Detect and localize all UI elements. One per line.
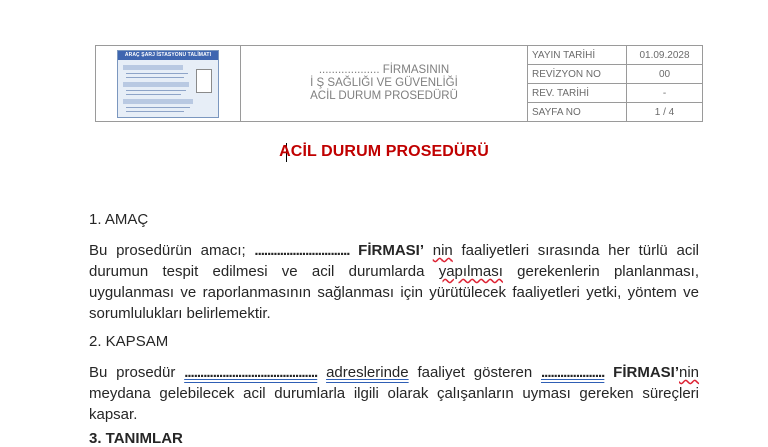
extinguisher-icon [196,69,212,93]
spellcheck-word: yapılması [438,263,503,280]
document-title[interactable]: ACİL DURUM PROSEDÜRÜ [279,143,489,160]
section-heading-definitions[interactable]: 3. TANIMLAR [89,430,183,447]
text-run: Bu prosedürün amacı; [89,242,255,259]
logo-cell [96,46,241,122]
section-heading-purpose[interactable]: 1. AMAÇ [89,211,149,228]
header-title-line1: ................... FİRMASININ [318,64,450,76]
meta-value-page-no: 1 / 4 [627,103,703,122]
text-run: meydana gelebilecek acil durumlarla ilgili olarak çalışanların uyması gereken süreçleri kapsar. [89,385,699,423]
meta-label-revision-date: REV. TARİHİ [528,84,627,103]
spellcheck-word: nin [679,364,700,381]
paragraph-purpose[interactable] [89,240,699,324]
paragraph-scope[interactable] [89,362,699,425]
meta-value-publish-date: 01.09.2028 [627,46,703,65]
text-run: faaliyet gösteren [408,364,541,381]
meta-value-revision-date: - [627,84,703,103]
header-table [95,45,703,122]
blank-dots: .................... [540,364,605,381]
meta-label-revision-no: REVİZYON NO [528,65,627,84]
firm-name: FİRMASI’ [349,242,425,259]
header-title-line3: ACİL DURUM PROSEDÜRÜ [310,90,458,102]
meta-label-publish-date: YAYIN TARİHİ [528,46,627,65]
header-title-cell [241,46,528,122]
header-title-line2: İ Ş SAĞLIĞI VE GÜVENLİĞİ [310,77,458,89]
firm-name: FİRMASI’ [604,364,679,381]
blank-dots: .......................................... [184,364,318,381]
meta-value-revision-no: 00 [627,65,703,84]
blank-dots: .............................. [254,242,350,259]
spellcheck-word: nin [432,242,453,259]
meta-label-page-no: SAYFA NO [528,103,627,122]
logo-caption: ARAÇ ŞARJ İSTASYONU TALİMATI [118,51,218,60]
document-thumbnail-logo [117,50,219,118]
text-run: gerekenlerin planlanması, uygulanması ve raporlanmasının sağlanması için yürütülecek faaliyetleri yetki, yöntem ve sorumlulukları belirlemektir. [89,263,699,322]
section-heading-scope[interactable]: 2. KAPSAM [89,333,169,350]
grammar-flagged-word: adreslerinde [326,364,409,381]
text-run: faaliyetleri sırasında her türlü acil durumun tespit edilmesi ve acil durumlarda [89,242,699,280]
text-run: Bu prosedür [89,364,185,381]
